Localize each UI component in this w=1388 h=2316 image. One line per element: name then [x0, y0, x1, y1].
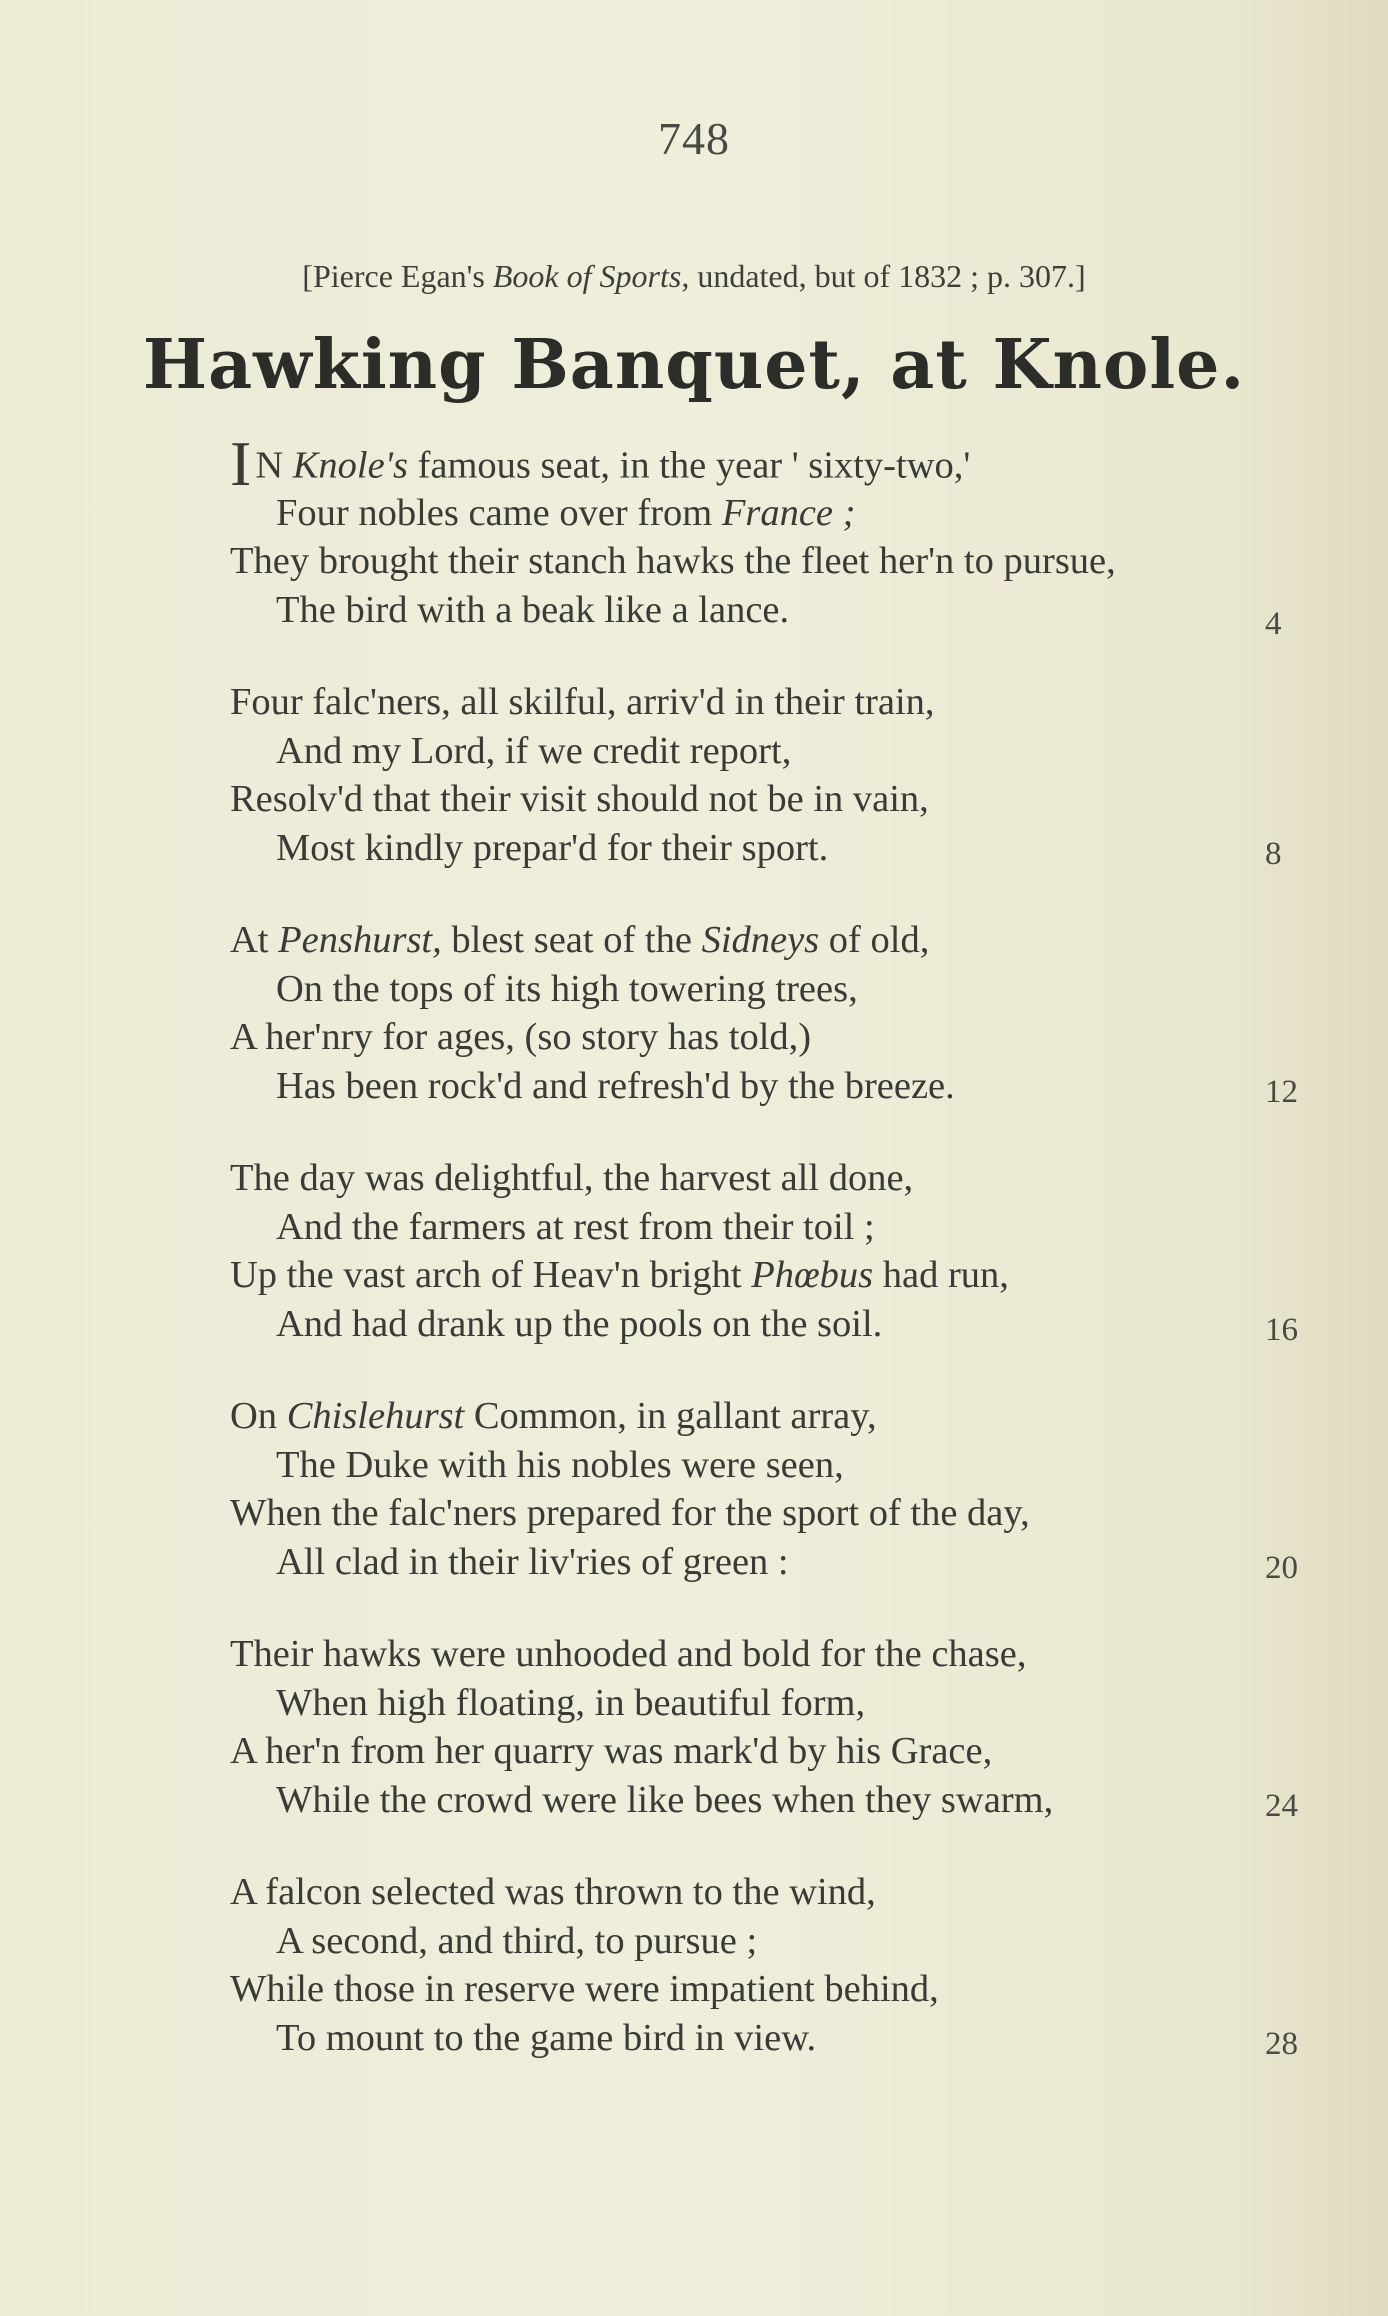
- text: While those in reserve were impatient behind,: [230, 1968, 939, 2010]
- text: A her'nry for ages, (so story has told,): [230, 1016, 812, 1058]
- poem-line: [230, 1441, 1350, 1490]
- source-note: [0, 258, 1388, 295]
- italic-text: Knole's: [292, 444, 408, 487]
- line-number: 16: [1265, 1311, 1298, 1348]
- poem-line: [230, 537, 1350, 586]
- text: Resolv'd that their visit should not be in vain,: [230, 778, 929, 820]
- poem-line: [230, 1727, 1350, 1776]
- text: A her'n from her quarry was mark'd by his Grace,: [230, 1730, 993, 1772]
- poem-line: [230, 586, 1350, 642]
- text: A falcon selected was thrown to the wind,: [230, 1871, 876, 1913]
- poem-line: [230, 916, 1350, 965]
- poem-line: [230, 727, 1350, 776]
- poem-line: [230, 1965, 1350, 2014]
- stanza: [230, 1868, 1350, 2062]
- text: Four nobles came over from: [276, 491, 722, 534]
- italic-text: France ;: [721, 491, 856, 534]
- text: They brought their stanch hawks the fleet her'n to pursue,: [230, 540, 1116, 582]
- stanza: [230, 1630, 1350, 1824]
- page-number: 748: [658, 113, 730, 164]
- italic-text: Chislehurst: [286, 1395, 465, 1437]
- poem-line: [230, 775, 1350, 824]
- line-number: 12: [1265, 1073, 1298, 1110]
- poem-line: [230, 1392, 1350, 1441]
- text: When the falc'ners prepared for the sport of the day,: [230, 1492, 1030, 1534]
- poem-line: [230, 1917, 1350, 1966]
- text: Their hawks were unhooded and bold for the chase,: [230, 1633, 1027, 1675]
- poem-line: [230, 489, 1350, 538]
- text: While the crowd were like bees when they swarm,: [276, 1778, 1054, 1821]
- poem-line: [230, 1630, 1350, 1679]
- text: And the farmers at rest from their toil ;: [276, 1205, 875, 1248]
- text: And my Lord, if we credit report,: [276, 729, 792, 772]
- poem-line: [230, 1154, 1350, 1203]
- stanza: [230, 1392, 1350, 1586]
- text: famous seat, in the year ' sixty-two,': [407, 444, 971, 487]
- poem-line: [230, 1776, 1350, 1825]
- drop-cap: I: [230, 428, 252, 499]
- source-prefix: [Pierce Egan's: [302, 258, 493, 294]
- italic-text: Phœbus: [751, 1254, 874, 1296]
- poem-line: [230, 1062, 1350, 1111]
- text: The day was delightful, the harvest all done,: [230, 1157, 914, 1199]
- text: The Duke with his nobles were seen,: [276, 1443, 844, 1486]
- text: At: [230, 919, 279, 961]
- poem-line: [230, 1013, 1350, 1062]
- text: Up the vast arch of Heav'n bright: [230, 1254, 752, 1296]
- line-number: 20: [1265, 1549, 1298, 1586]
- text: Has been rock'd and refresh'd by the breeze.: [276, 1064, 955, 1107]
- stanza: [230, 678, 1350, 872]
- poem-line: [230, 965, 1350, 1014]
- text: Common, in gallant array,: [464, 1395, 877, 1437]
- poem-line: [230, 2014, 1350, 2063]
- poem-body: [230, 428, 1350, 2106]
- poem-line: [230, 1489, 1350, 1538]
- poem-line: [230, 1251, 1350, 1300]
- line-number: 8: [1265, 835, 1282, 872]
- poem-line: [230, 1679, 1350, 1728]
- text: The bird with a beak like a lance.: [276, 588, 790, 631]
- stanza: [230, 916, 1350, 1110]
- italic-text: Sidneys: [701, 919, 820, 961]
- text: of old,: [819, 919, 930, 961]
- text: And had drank up the pools on the soil.: [276, 1302, 883, 1345]
- source-book-title: Book of Sports,: [492, 258, 690, 294]
- poem-line: [230, 678, 1350, 727]
- text: On the tops of its high towering trees,: [276, 967, 858, 1010]
- line-number: 24: [1265, 1787, 1298, 1824]
- italic-text: Penshurst,: [278, 919, 442, 961]
- poem-title: Hawking Banquet, at Knole.: [142, 325, 1246, 405]
- poem-line: [230, 428, 1350, 499]
- poem-line: [230, 1538, 1350, 1587]
- line-number: 4: [1265, 605, 1282, 642]
- text: Four falc'ners, all skilful, arriv'd in their train,: [230, 681, 935, 723]
- text: A second, and third, to pursue ;: [276, 1919, 758, 1962]
- text: On: [230, 1395, 287, 1437]
- poem-line: [230, 1868, 1350, 1917]
- line-number: 28: [1265, 2025, 1298, 2062]
- source-suffix: undated, but of 1832 ; p. 307.]: [689, 258, 1086, 294]
- text: To mount to the game bird in view.: [276, 2016, 817, 2059]
- text: When high floating, in beautiful form,: [276, 1681, 866, 1724]
- poem-line: [230, 1300, 1350, 1349]
- stanza: [230, 428, 1350, 642]
- poem-line: [230, 1203, 1350, 1252]
- stanza: [230, 1154, 1350, 1348]
- text: N: [255, 444, 293, 487]
- poem-line: [230, 824, 1350, 873]
- text: blest seat of the: [441, 919, 702, 961]
- text: All clad in their liv'ries of green :: [276, 1540, 789, 1583]
- text: Most kindly prepar'd for their sport.: [276, 826, 829, 869]
- text: had run,: [873, 1254, 1009, 1296]
